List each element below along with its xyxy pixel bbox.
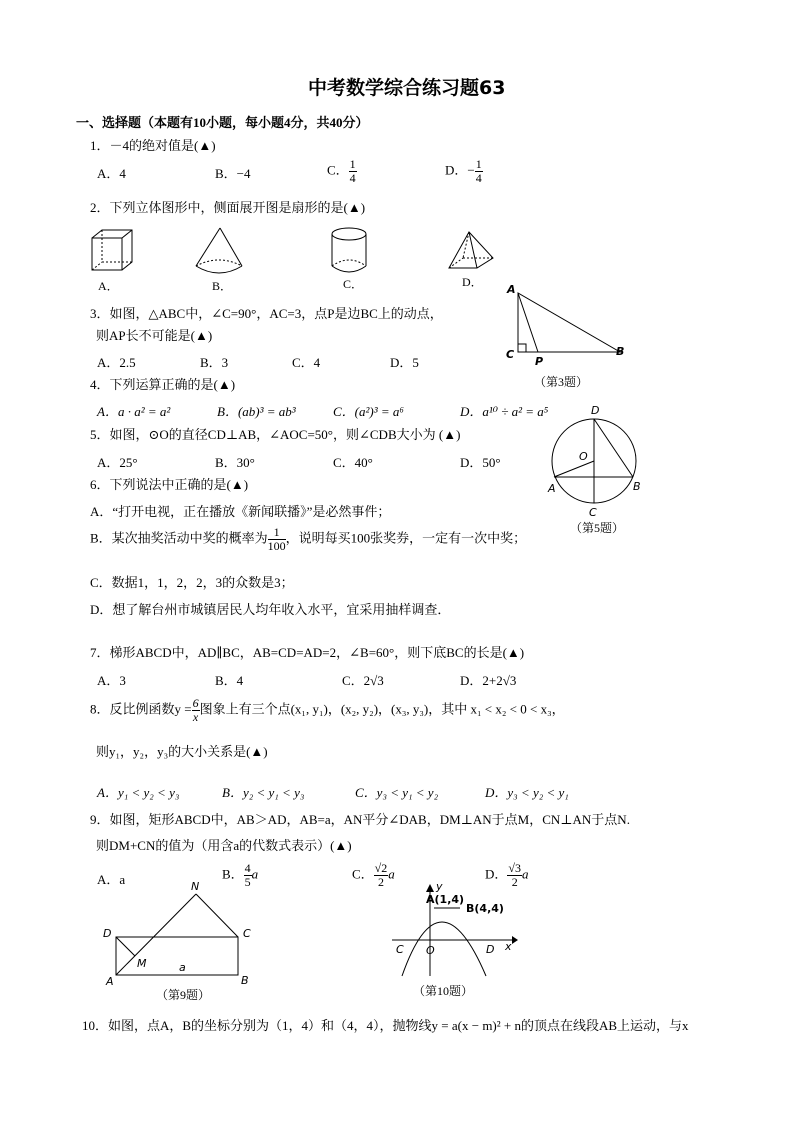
q9-option-b: B． $\frac{4}{5}$ a	[222, 861, 259, 889]
q10-stem: 10．如图，点A，B的坐标分别为（1，4）和（4，4），抛物线y = a(x − m)² + n的顶点在线段AB上运动，与x	[82, 1018, 689, 1033]
q9-stem: 9．如图，矩形ABCD中，AB＞AD，AB=a，AN平分∠DAB，DM⊥AN于点M，CN⊥AN于点N.	[90, 812, 630, 827]
q3-label-p: P	[535, 355, 544, 368]
q1-option-c: C． $\frac{1}{4}$	[327, 157, 356, 185]
q8-option-c: C．y₃ < y₁ < y₂	[355, 785, 439, 800]
q5-label-a: A	[548, 482, 556, 495]
q10-label-o: O	[426, 944, 435, 957]
q8-option-b: B．y₂ < y₁ < y₃	[222, 785, 305, 800]
q2-label-d: D．	[462, 275, 483, 289]
section-header: 一、选择题（本题有10小题，每小题4分，共40分）	[76, 115, 369, 130]
q3-label-a: A	[507, 283, 516, 296]
cone-figure	[194, 226, 246, 278]
q5-stem: 5．如图，⊙O的直径CD⊥AB，∠AOC=50°，则∠CDB大小为 (▲)	[90, 427, 461, 442]
q1-option-d: D．− $\frac{1}{4}$	[445, 157, 482, 185]
q7-option-a: A．3	[97, 673, 126, 688]
q9-label-d: D	[103, 927, 112, 940]
q10-label-x: x	[505, 940, 512, 953]
q3-option-b: B．3	[200, 355, 229, 370]
q3-caption: （第3题）	[534, 375, 589, 389]
q9-label-a-length: a	[179, 961, 186, 974]
q9-label-m: M	[137, 957, 147, 970]
q2-label-b: B．	[212, 279, 233, 293]
q10-label-d: D	[486, 943, 495, 956]
q3-triangle-figure	[508, 285, 628, 365]
q5-option-a: A．25°	[97, 455, 138, 470]
q5-caption: （第5题）	[570, 521, 625, 535]
q8-stem2: 则y₁，y₂，y₃的大小关系是(▲)	[96, 744, 268, 759]
q6-option-c: C．数据1，1，2，2，3的众数是3；	[90, 575, 294, 590]
q9-label-a: A	[106, 975, 114, 988]
q4-stem: 4．下列运算正确的是(▲)	[90, 377, 236, 392]
q1-stem: 1．－4的绝对值是(▲)	[90, 138, 216, 153]
q6-stem: 6．下列说法中正确的是(▲)	[90, 477, 249, 492]
q5-label-d: D	[591, 404, 600, 417]
q6-option-d: D．想了解台州市城镇居民人均年收入水平，宜采用抽样调查．	[90, 602, 451, 617]
q8-option-d: D．y₃ < y₂ < y₁	[485, 785, 569, 800]
q4-option-d: D．a¹⁰ ÷ a² = a⁵	[460, 404, 549, 419]
q9-stem2: 则DM+CN的值为（用含a的代数式表示）(▲)	[96, 838, 352, 853]
q3-stem: 3．如图，△ABC中，∠C=90°，AC=3，点P是边BC上的动点，	[90, 306, 443, 321]
q4-option-c: C．(a²)³ = a⁶	[333, 404, 404, 419]
q10-label-c: C	[396, 943, 404, 956]
q4-option-b: B．(ab)³ = ab³	[217, 404, 296, 419]
q5-label-c: C	[589, 506, 597, 519]
q7-option-b: B．4	[215, 673, 244, 688]
q3-option-d: D．5	[390, 355, 419, 370]
q3-label-c: C	[506, 348, 515, 361]
q2-label-a: A．	[98, 279, 119, 293]
q9-label-n: N	[191, 880, 200, 893]
q7-option-d: D．2+2√3	[460, 673, 517, 688]
q10-label-y: y	[436, 880, 443, 893]
q3-option-c: C．4	[292, 355, 321, 370]
q3-label-b: B	[616, 345, 625, 358]
page-title: 中考数学综合练习题63	[308, 77, 506, 99]
q8-option-a: A．y₁ < y₂ < y₃	[97, 785, 180, 800]
q10-label-point-a: A(1,4)	[426, 893, 465, 906]
q10-caption: （第10题）	[413, 984, 474, 998]
q1-option-a: A．4	[97, 166, 126, 181]
q9-option-d: D． $\frac{√3}{2}$ a	[485, 861, 529, 889]
q9-label-b: B	[241, 974, 249, 987]
q9-option-a: A．a	[97, 872, 126, 887]
q9-caption: （第9题）	[156, 988, 211, 1002]
q6-option-a: A．“打开电视，正在播放《新闻联播》”是必然事件；	[90, 504, 391, 519]
q5-option-b: B．30°	[215, 455, 255, 470]
q2-stem: 2．下列立体图形中，侧面展开图是扇形的是(▲)	[90, 200, 366, 215]
q10-label-point-b: B(4,4)	[466, 902, 504, 915]
q4-option-a: A．a · a² = a²	[97, 404, 171, 419]
q3-stem2: 则AP长不可能是(▲)	[96, 328, 213, 343]
q2-label-c: C．	[343, 277, 364, 291]
q6-option-b: B．某次抽奖活动中奖的概率为 $\frac{1}{100}$ ，说明每买100张奖券，一定有一次中奖；	[90, 525, 527, 553]
q1-option-b: B．−4	[215, 166, 251, 181]
q5-circle-figure	[548, 415, 643, 510]
q9-label-c: C	[243, 927, 251, 940]
q5-option-d: D．50°	[460, 455, 501, 470]
cube-figure	[90, 228, 135, 276]
q7-option-c: C．2√3	[342, 673, 384, 688]
q3-option-a: A．2.5	[97, 355, 136, 370]
pyramid-figure	[447, 230, 497, 272]
q5-label-o: O	[579, 450, 588, 463]
cylinder-figure	[330, 226, 370, 276]
q7-stem: 7．梯形ABCD中，AD∥BC，AB=CD=AD=2，∠B=60°，则下底BC的长是(▲)	[90, 645, 525, 660]
q5-option-c: C．40°	[333, 455, 373, 470]
q5-label-b: B	[633, 480, 641, 493]
q8-stem: 8．反比例函数y = $\frac{6}{x}$ 图象上有三个点(x₁, y₁)，(x₂, y₂)，(x₃, y₃)，其中 x₁ < x₂ < 0 < x₃，	[90, 696, 565, 724]
q9-option-c: C． $\frac{√2}{2}$ a	[352, 861, 395, 889]
